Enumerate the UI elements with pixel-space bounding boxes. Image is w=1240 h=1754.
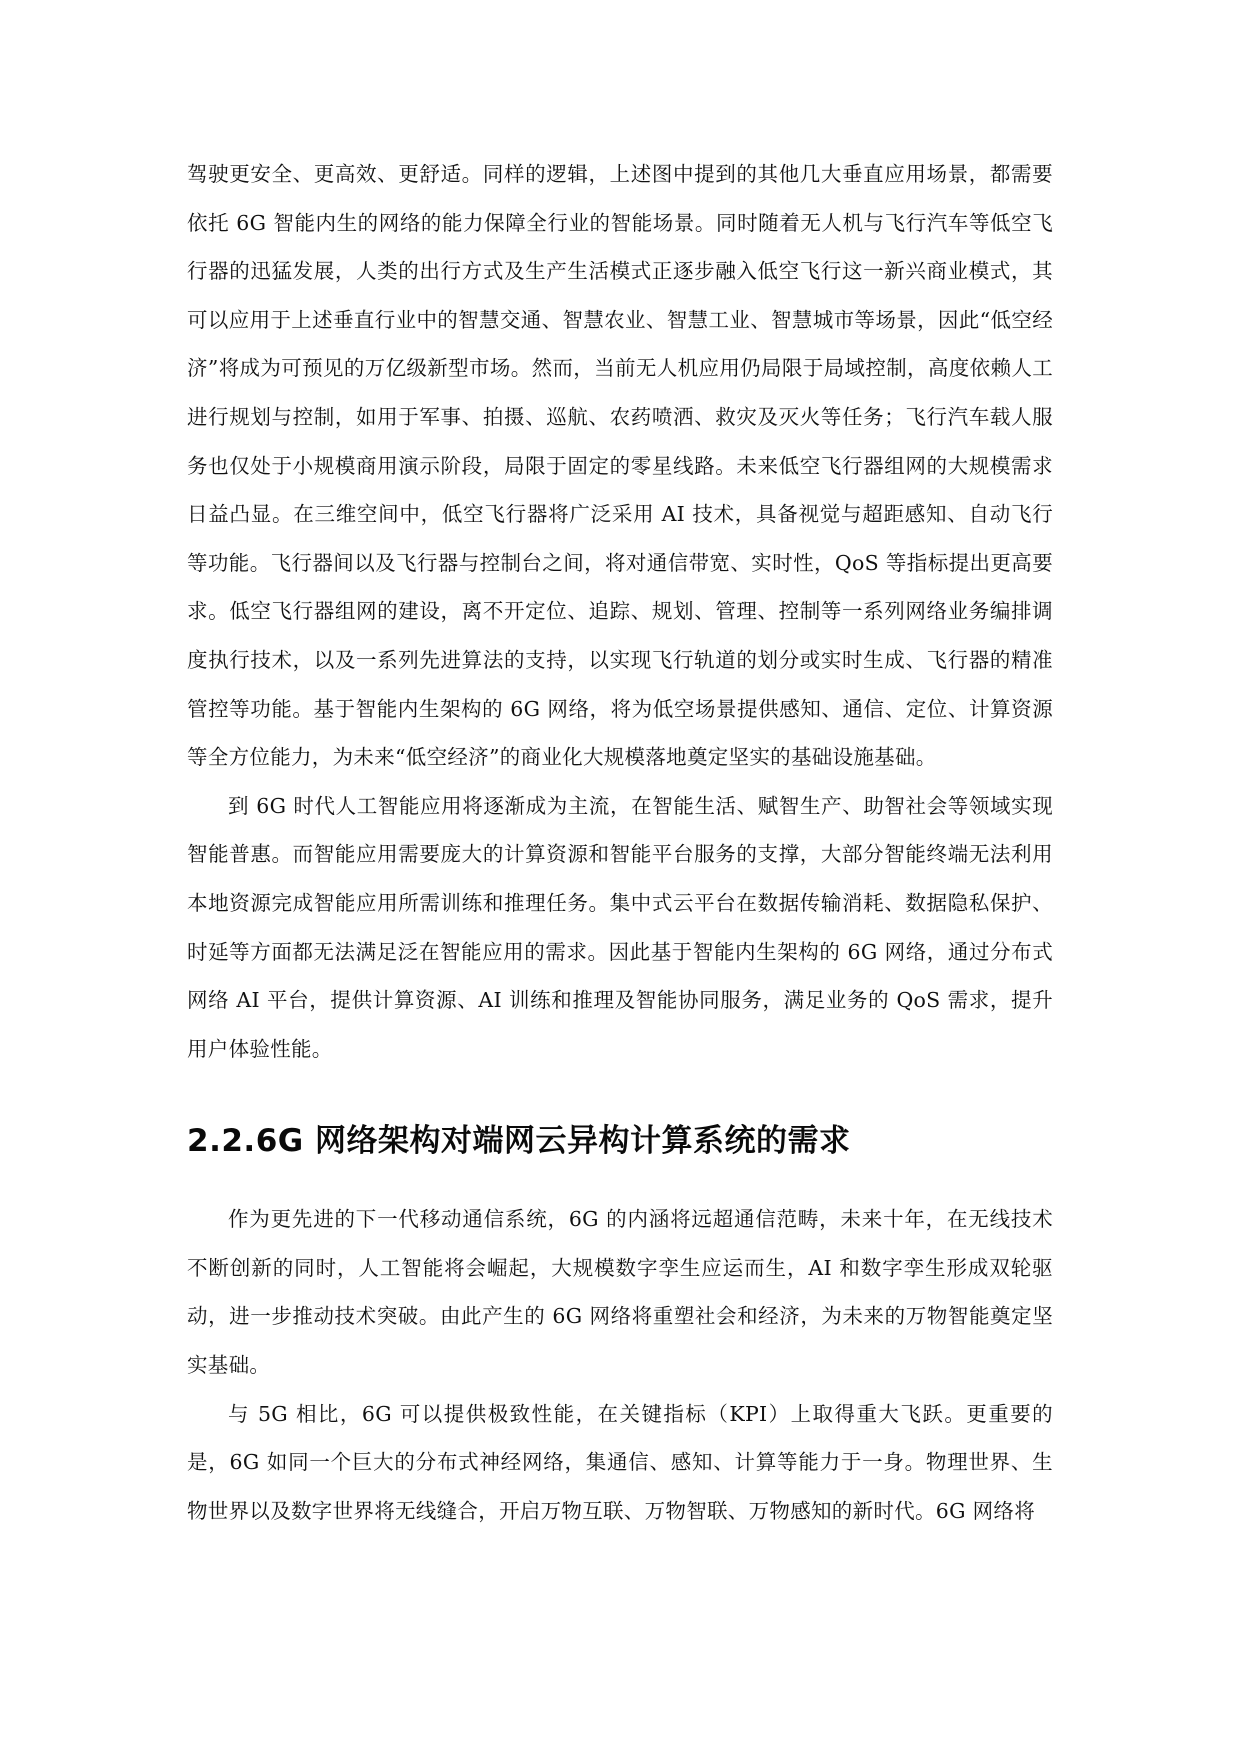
page-content — [187, 150, 1053, 1535]
body-paragraph-4: 与 5G 相比，6G 可以提供极致性能，在关键指标（KPI）上取得重大飞跃。更重要的是，6G 如同一个巨大的分布式神经网络，集通信、感知、计算等能力于一身。物理世界、生物世界以及数字世界将无线缝合，开启万物互联、万物智联、万物感知的新时代。6G 网络将 — [187, 1401, 1053, 1523]
section-heading-2-2: 2.2.6G 网络架构对端网云异构计算系统的需求 — [187, 1123, 851, 1160]
body-paragraph-1: 驾驶更安全、更高效、更舒适。同样的逻辑，上述图中提到的其他几大垂直应用场景，都需要依托 6G 智能内生的网络的能力保障全行业的智能场景。同时随着无人机与飞行汽车等低空飞行器的迅猛发展，人类的出行方式及生产生活模式正逐步融入低空飞行这一新兴商业模式，其可以应用于上述垂直行业中的智慧交通、智慧农业、智慧工业、智慧城市等场景，因此“低空经济”将成为可预见的万亿级新型市场。然而，当前无人机应用仍局限于局域控制，高度依赖人工进行规划与控制，如用于军事、拍摄、巡航、农药喷洒、救灾及灭火等任务；飞行汽车载人服务也仅处于小规模商用演示阶段，局限于固定的零星线路。未来低空飞行器组网的大规模需求日益凸显。在三维空间中，低空飞行器将广泛采用 AI 技术，具备视觉与超距感知、自动飞行等功能。飞行器间以及飞行器与控制台之间，将对通信带宽、实时性，QoS 等指标提出更高要求。低空飞行器组网的建设，离不开定位、追踪、规划、管理、控制等一系列网络业务编排调度执行技术，以及一系列先进算法的支持，以实现飞行轨道的划分或实时生成、飞行器的精准管控等功能。基于智能内生架构的 6G 网络，将为低空场景提供感知、通信、定位、计算资源等全方位能力，为未来“低空经济”的商业化大规模落地奠定坚实的基础设施基础。 — [187, 162, 1053, 770]
body-paragraph-2: 到 6G 时代人工智能应用将逐渐成为主流，在智能生活、赋智生产、助智社会等领域实现智能普惠。而智能应用需要庞大的计算资源和智能平台服务的支撑，大部分智能终端无法利用本地资源完成智能应用所需训练和推理任务。集中式云平台在数据传输消耗、数据隐私保护、时延等方面都无法满足泛在智能应用的需求。因此基于智能内生架构的 6G 网络，通过分布式网络 AI 平台，提供计算资源、AI 训练和推理及智能协同服务，满足业务的 QoS 需求，提升用户体验性能。 — [187, 793, 1053, 1061]
body-paragraph-3: 作为更先进的下一代移动通信系统，6G 的内涵将远超通信范畴，未来十年，在无线技术不断创新的同时，人工智能将会崛起，大规模数字孪生应运而生，AI 和数字孪生形成双轮驱动，进一步推动技术突破。由此产生的 6G 网络将重塑社会和经济，为未来的万物智能奠定坚实基础。 — [187, 1207, 1053, 1378]
